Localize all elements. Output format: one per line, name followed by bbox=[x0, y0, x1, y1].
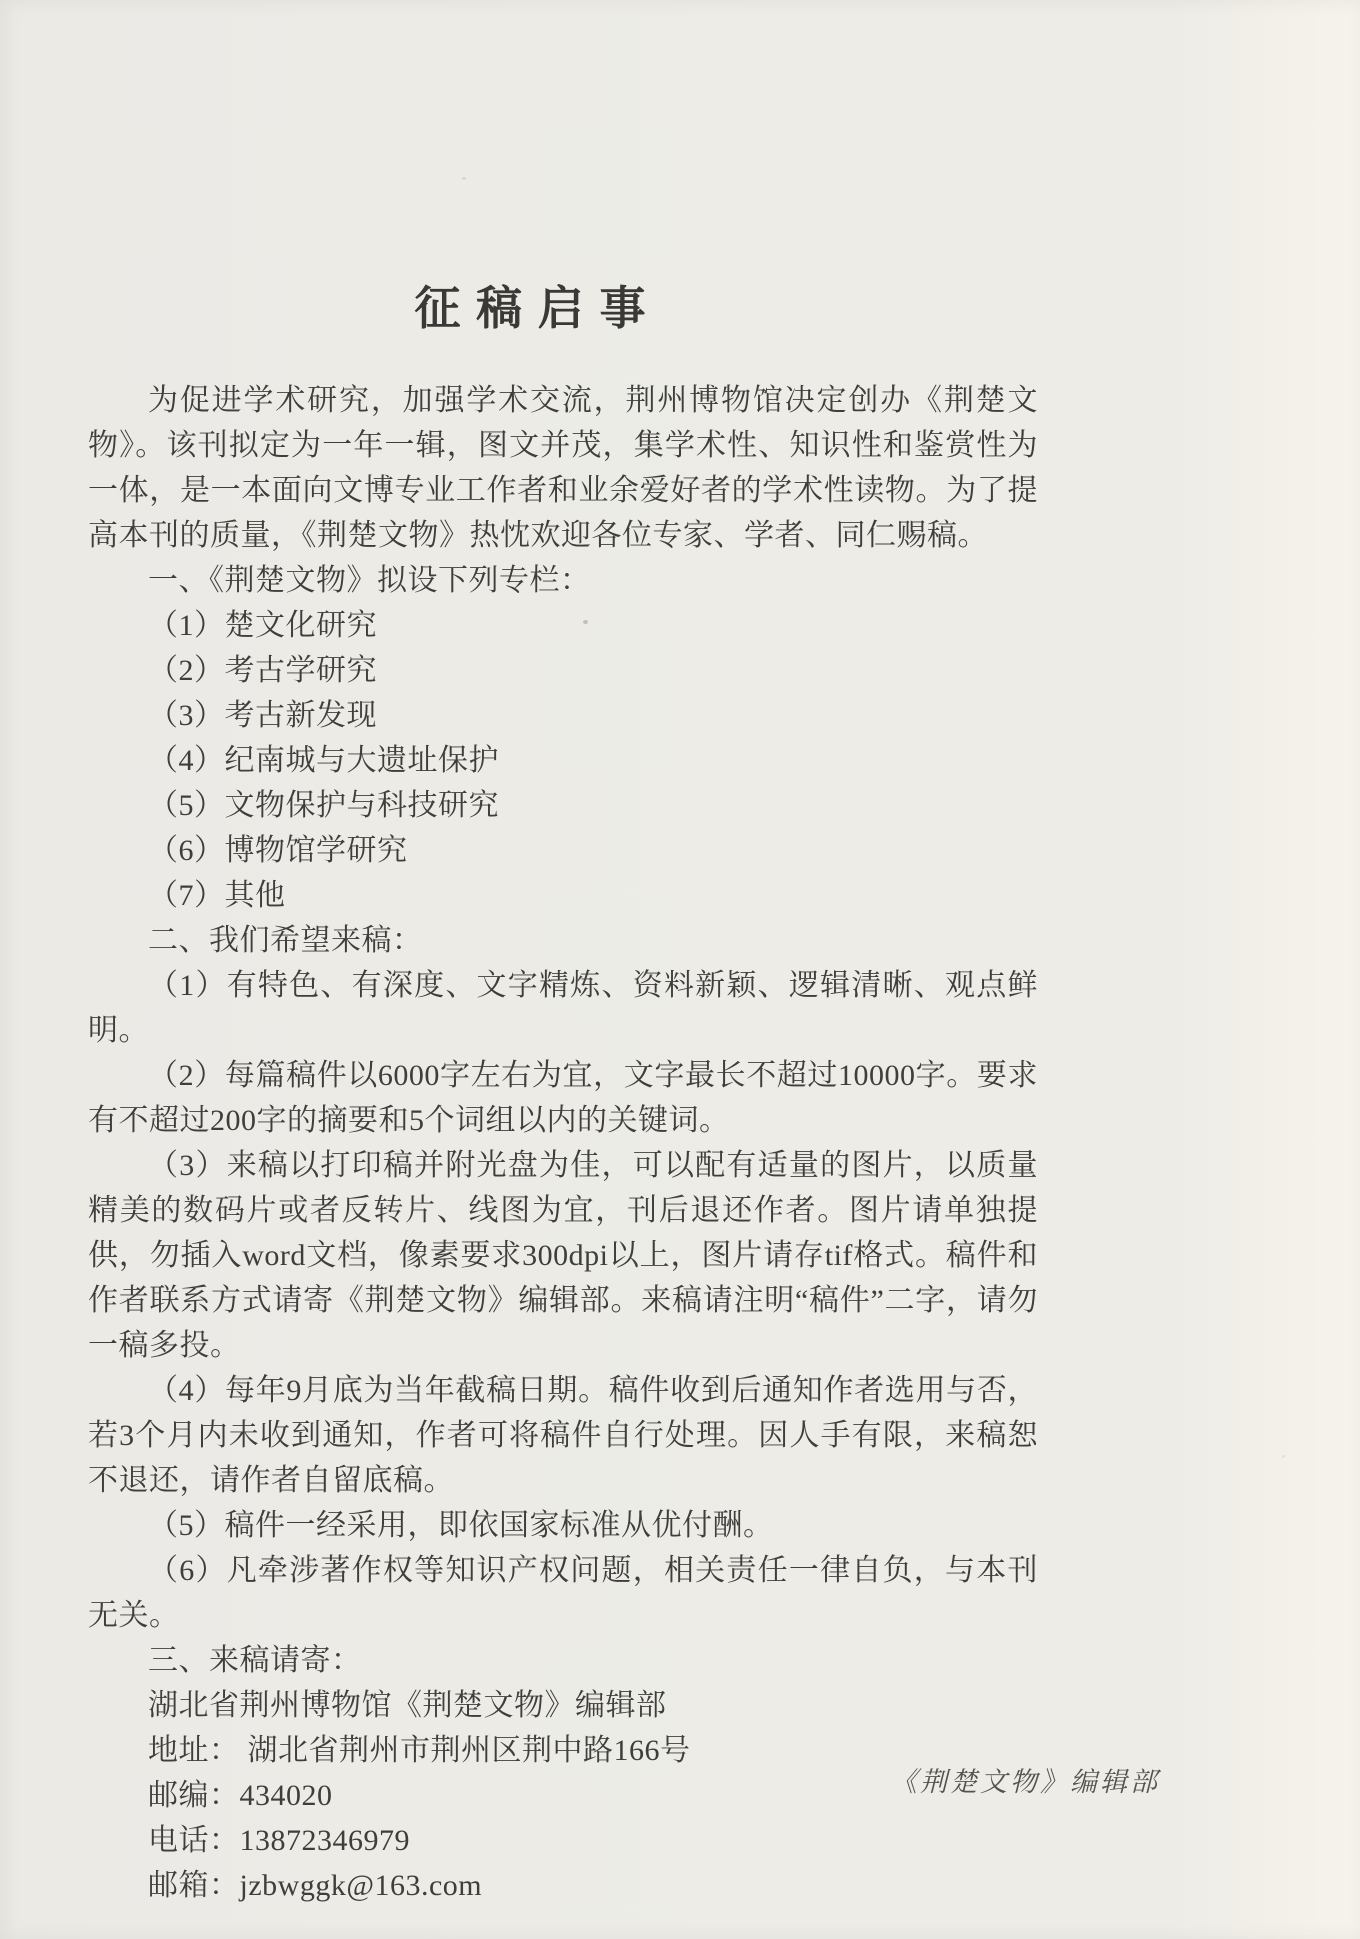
requirement-item: （2）每篇稿件以6000字左右为宜，文字最长不超过10000字。要求有不超过200字的摘要和5个词组以内的关键词。 bbox=[88, 1059, 1038, 1137]
contact-line: 湖北省荆州博物馆《荆楚文物》编辑部 bbox=[148, 1689, 667, 1722]
column-item: （1）楚文化研究 bbox=[148, 609, 377, 642]
document-body bbox=[88, 378, 1038, 1908]
requirement-item: （5）稿件一经采用，即依国家标准从优付酬。 bbox=[148, 1509, 774, 1542]
contact-line-email: 邮箱：jzbwggk@163.com bbox=[148, 1869, 483, 1902]
scan-speck bbox=[583, 620, 588, 624]
column-item: （3）考古新发现 bbox=[148, 699, 377, 732]
editorial-signature: 《荆楚文物》编辑部 bbox=[890, 1767, 1160, 1797]
column-item: （7）其他 bbox=[148, 879, 286, 912]
requirement-item: （3）来稿以打印稿并附光盘为佳，可以配有适量的图片，以质量精美的数码片或者反转片、线图为宜，刊后退还作者。图片请单独提供，勿插入word文档，像素要求300dpi以上，图片请存tif格式。稿件和作者联系方式请寄《荆楚文物》编辑部。来稿请注明“稿件”二字，请勿一稿多投。 bbox=[88, 1149, 1038, 1362]
section-one-heading: 一、《荆楚文物》拟设下列专栏： bbox=[148, 564, 591, 597]
column-item: （2）考古学研究 bbox=[148, 654, 377, 687]
requirement-item: （6）凡牵涉著作权等知识产权问题，相关责任一律自负，与本刊无关。 bbox=[88, 1554, 1038, 1632]
section-three-heading: 三、来稿请寄： bbox=[148, 1644, 362, 1677]
scan-speck bbox=[462, 177, 466, 180]
section-two-heading: 二、我们希望来稿： bbox=[148, 924, 423, 957]
intro-paragraph: 为促进学术研究，加强学术交流，荆州博物馆决定创办《荆楚文物》。该刊拟定为一年一辑，图文并茂，集学术性、知识性和鉴赏性为一体，是一本面向文博专业工作者和业余爱好者的学术性读物。为了提高本刊的质量，《荆楚文物》热忱欢迎各位专家、学者、同仁赐稿。 bbox=[88, 384, 1038, 552]
column-item: （4）纪南城与大遗址保护 bbox=[148, 744, 499, 777]
contact-line-phone: 电话：13872346979 bbox=[148, 1824, 410, 1857]
column-item: （6）博物馆学研究 bbox=[148, 834, 408, 867]
requirement-item: （4）每年9月底为当年截稿日期。稿件收到后通知作者选用与否，若3个月内未收到通知，作者可将稿件自行处理。因人手有限，来稿恕不退还，请作者自留底稿。 bbox=[88, 1374, 1038, 1497]
column-item: （5）文物保护与科技研究 bbox=[148, 789, 499, 822]
contact-line-address: 地址： 湖北省荆州市荆州区荆中路166号 bbox=[148, 1734, 691, 1767]
requirement-item: （1）有特色、有深度、文字精炼、资料新颖、逻辑清晰、观点鲜明。 bbox=[88, 969, 1038, 1047]
scan-speck bbox=[1282, 1455, 1285, 1458]
page-title: 征稿启事 bbox=[414, 282, 662, 334]
contact-line-postcode: 邮编：434020 bbox=[148, 1779, 333, 1812]
